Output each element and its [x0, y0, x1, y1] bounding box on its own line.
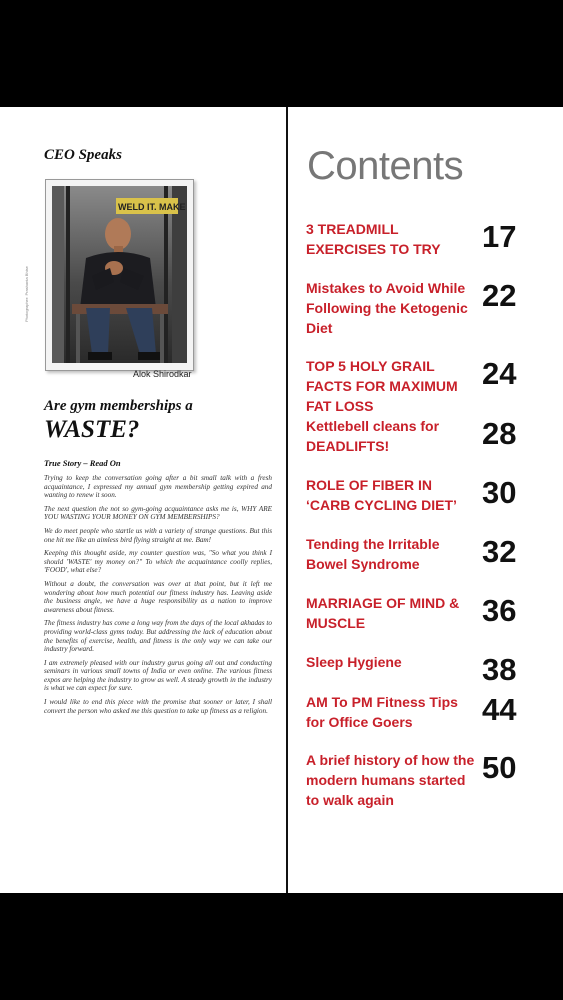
photo-caption: Alok Shirodkar [133, 369, 192, 379]
contents-entry-title: AM To PM Fitness Tips for Office Goers [306, 694, 458, 730]
article-paragraph: Keeping this thought aside, my counter question was, "So what you think I should 'WASTE' my money on?" To which the acquaintance coolly replies, 'FOOD', what else? [44, 549, 272, 575]
photo-sign-text: WELD IT. MAKE [118, 202, 186, 212]
article-paragraph: I would like to end this piece with the promise that sooner or later, I shall convert the person who asked me this question to take up fitness as a religion. [44, 698, 272, 715]
contents-entry-page: 22 [482, 278, 517, 313]
contents-entry-page: 30 [482, 475, 517, 510]
contents-entry-page: 38 [482, 652, 517, 687]
article-body [44, 474, 272, 720]
contents-entry-page: 24 [482, 356, 517, 391]
contents-entry-page: 50 [482, 750, 517, 785]
contents-entry-title: 3 TREADMILL EXERCISES TO TRY [306, 221, 441, 257]
article-subhead: True Story – Read On [44, 458, 121, 468]
contents-entry-page: 28 [482, 416, 517, 451]
article-paragraph: We do meet people who startle us with a variety of strange questions. But this one hit me like an aimless bird flying straight at me. Bam! [44, 526, 272, 544]
article-paragraph: The fitness industry has come a long way from the days of the local akhadas to providing world-class gyms today. But addressing the lack of education about the benefits of exercise, health, and fitness is the only way we can take our industry forward. [44, 619, 272, 654]
article-title-line1: Are gym memberships a [44, 398, 193, 414]
contents-entry-title: Sleep Hygiene [306, 654, 402, 670]
ceo-heading: CEO Speaks [44, 147, 122, 163]
article-paragraph: The next question the not so gym-going acquaintance asks me is, WHY ARE YOU WASTING YOUR MONEY ON GYM MEMBERSHIPS? [44, 504, 272, 522]
contents-entry-title: Kettlebell cleans for DEADLIFTS! [306, 418, 440, 454]
contents-entry-page: 17 [482, 219, 517, 254]
contents-entry-page: 32 [482, 534, 517, 569]
ceo-photo [52, 186, 187, 363]
ceo-photo-illustration [52, 186, 187, 363]
article-paragraph: Without a doubt, the conversation was over at that point, but it left me wondering about how much potential our fitness industry has. Leaving aside the business angle, we have a huge responsibility as a nation to improve awareness about fitness. [44, 579, 272, 614]
contents-entry-title: A brief history of how the modern humans started to walk again [306, 752, 475, 808]
contents-entry-page: 44 [482, 692, 517, 727]
article-title-line2: WASTE? [44, 416, 140, 443]
contents-entry-title: MARRIAGE OF MIND & MUSCLE [306, 595, 460, 631]
contents-entry-title: TOP 5 HOLY GRAIL FACTS FOR MAXIMUM FAT LOSS [306, 358, 458, 414]
contents-entry-title: Mistakes to Avoid While Following the Ketogenic Diet [306, 280, 468, 336]
contents-title: Contents [307, 144, 464, 188]
article-paragraph: I am extremely pleased with our industry gurus going all out and conducting seminars in various small towns of India or even online. The various fitness expos are helping the industry to grow as well. A steady growth in the industry is what we can expect for sure. [44, 658, 272, 693]
ceo-photo-frame [45, 179, 194, 371]
photo-credit: Photographer: Prashanta Bhise [24, 266, 29, 322]
contents-column [288, 107, 563, 893]
contents-entry-page: 36 [482, 593, 517, 628]
ceo-column [0, 107, 286, 893]
magazine-spread [0, 107, 563, 893]
contents-entry-title: Tending the Irritable Bowel Syndrome [306, 536, 440, 572]
contents-entry-title: ROLE OF FIBER IN ‘CARB CYCLING DIET’ [306, 477, 457, 513]
article-paragraph: Trying to keep the conversation going after a bit small talk with a fresh acquaintance, I expressed my annual gym membership getting expired and wanting to renew it soon. [44, 474, 272, 500]
